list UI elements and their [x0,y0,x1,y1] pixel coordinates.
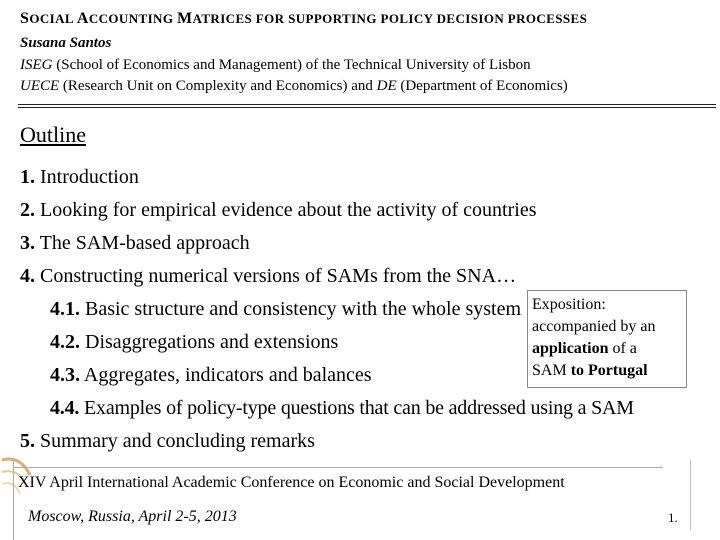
page-number: 1. [668,510,678,525]
footer-top-rule [13,467,663,468]
decorative-corner-graphic [0,450,40,540]
outline-item-2: 2. Looking for empirical evidence about the activity of countries [20,199,537,221]
author-name: Susana Santos [20,35,112,51]
conference-location: Moscow, Russia, April 2-5, 2013 [28,508,237,525]
outline-item-4-4: 4.4. Examples of policy-type questions that can be addressed using a SAM [50,397,634,419]
header-divider [18,104,716,105]
outline-item-3: 3. The SAM-based approach [20,232,250,254]
callout-line-1: Exposition: [532,296,606,313]
outline-item-1: 1. Introduction [20,166,139,188]
exposition-callout [527,290,687,388]
header-divider-2 [18,107,716,108]
outline-item-4-3: 4.3. Aggregates, indicators and balances [50,364,372,386]
footer-left-rule [13,460,14,540]
outline-item-4: 4. Constructing numerical versions of SAMs from the SNA… [20,265,517,287]
conference-name: XIV April International Academic Conference on Economic and Social Development [18,474,565,491]
callout-line-3: application of a [532,340,637,357]
callout-line-2: accompanied by an [532,318,656,335]
outline-item-4-1: 4.1. Basic structure and consistency with the whole system [50,298,522,320]
outline-heading: Outline [20,122,86,147]
footer-right-rule [690,460,691,530]
affiliation-1: ISEG (School of Economics and Management) of the Technical University of Lisbon [20,57,531,73]
affiliation-2: UECE (Research Unit on Complexity and Economics) and DE (Department of Economics) [20,78,568,94]
outline-item-4-2: 4.2. Disaggregations and extensions [50,331,339,353]
callout-line-4: SAM to Portugal [532,362,648,379]
outline-item-5: 5. Summary and concluding remarks [20,430,315,452]
page-title: SOCIAL ACCOUNTING MATRICES FOR SUPPORTING POLICY DECISION PROCESSES [20,10,588,27]
